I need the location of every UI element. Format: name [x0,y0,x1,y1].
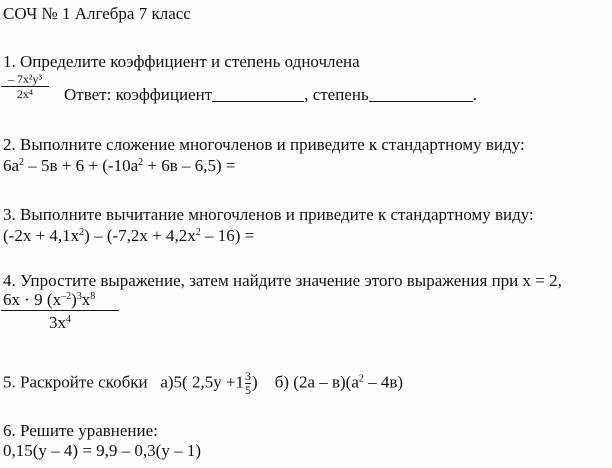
task2-exp-1: 2 [19,157,25,168]
task1-separator: , степень [304,85,369,104]
title-text: СОЧ № 1 Алгебра 7 класс [3,4,191,23]
task3-exp-2: 2 [195,227,201,238]
task1-monomial-fraction [1,72,49,101]
task6-prompt-text: 6. Решите уравнение: [3,421,158,440]
task1-degree-blank[interactable] [369,86,473,102]
task4-den-exp: 4 [66,314,71,325]
task5-part-b-end: – 4в) [363,372,404,392]
task5-frac-den: 5 [245,383,252,397]
task3-exp-1: 2 [79,227,85,238]
task2-expression [3,156,236,176]
task4-num-exp-last: 8 [90,291,96,302]
task3-prompt-text: 3. Выполните вычитание многочленов и приведите к стандартному виду: [3,205,534,224]
task5-part-b-exp: 2 [358,373,364,385]
task1-prompt-text: 1. Определите коэффициент и степень одночлена [3,52,360,71]
task5-part-b-start: б) (2а – в)(а [274,372,359,392]
task4-num-exp-outer: 3 [76,291,82,302]
task1-denominator: 2x⁴ [16,87,34,101]
task1-answer-label: Ответ: коэффициент [64,85,213,104]
task5-prompt-text: 5. Раскройте скобки [3,372,148,392]
task2-prompt-text: 2. Выполните сложение многочленов и приведите к стандартному виду: [3,135,525,154]
task4-prompt [3,271,562,291]
task1-end: . [472,85,477,104]
task1-coefficient-blank[interactable] [212,86,304,102]
task3-expression [3,226,254,246]
task5-fraction [245,370,251,397]
task5-part-a-end: ) [252,372,258,392]
task3-prompt [3,205,534,225]
task3-expr-a: (-2x + 4,1x [3,226,80,245]
task4-denominator [1,313,119,333]
task4-num-b: ) [71,290,77,309]
task6-equation [3,441,201,461]
task1-answer-line [64,85,477,105]
task4-fraction-bar [1,310,119,311]
task3-expr-b: ) – (-7,2x + 4,2x [84,226,196,245]
task5-part-a-start: а)5( 2,5у +1 [160,372,245,392]
task4-numerator [1,290,119,310]
task2-expr-c: + 6в – 6,5) = [143,156,236,175]
task4-fraction [1,290,119,333]
task1-numerator: – 7x²y³ [7,72,43,86]
task1-prompt [3,52,360,72]
task2-prompt [3,135,525,155]
task2-expr-b: – 5в + 6 + (-10а [24,156,139,175]
task6-prompt [3,421,158,441]
task2-exp-2: 2 [138,157,144,168]
page-title [3,4,191,24]
task6-equation-text: 0,15(у – 4) = 9,9 – 0,3(у – 1) [3,441,201,460]
task3-expr-c: – 16) = [200,226,255,245]
task4-den-a: 3x [49,313,66,332]
task5-frac-num: 3 [245,369,252,383]
task4-num-a: 6x · 9 (x [3,290,62,309]
task4-prompt-text: 4. Упростите выражение, затем найдите значение этого выражения при x = 2, [3,271,562,290]
task5-line [3,370,403,397]
task2-expr-a: 6а [3,156,20,175]
task4-num-exp-inner: –2 [61,291,72,302]
task4-num-c: x [81,290,91,309]
